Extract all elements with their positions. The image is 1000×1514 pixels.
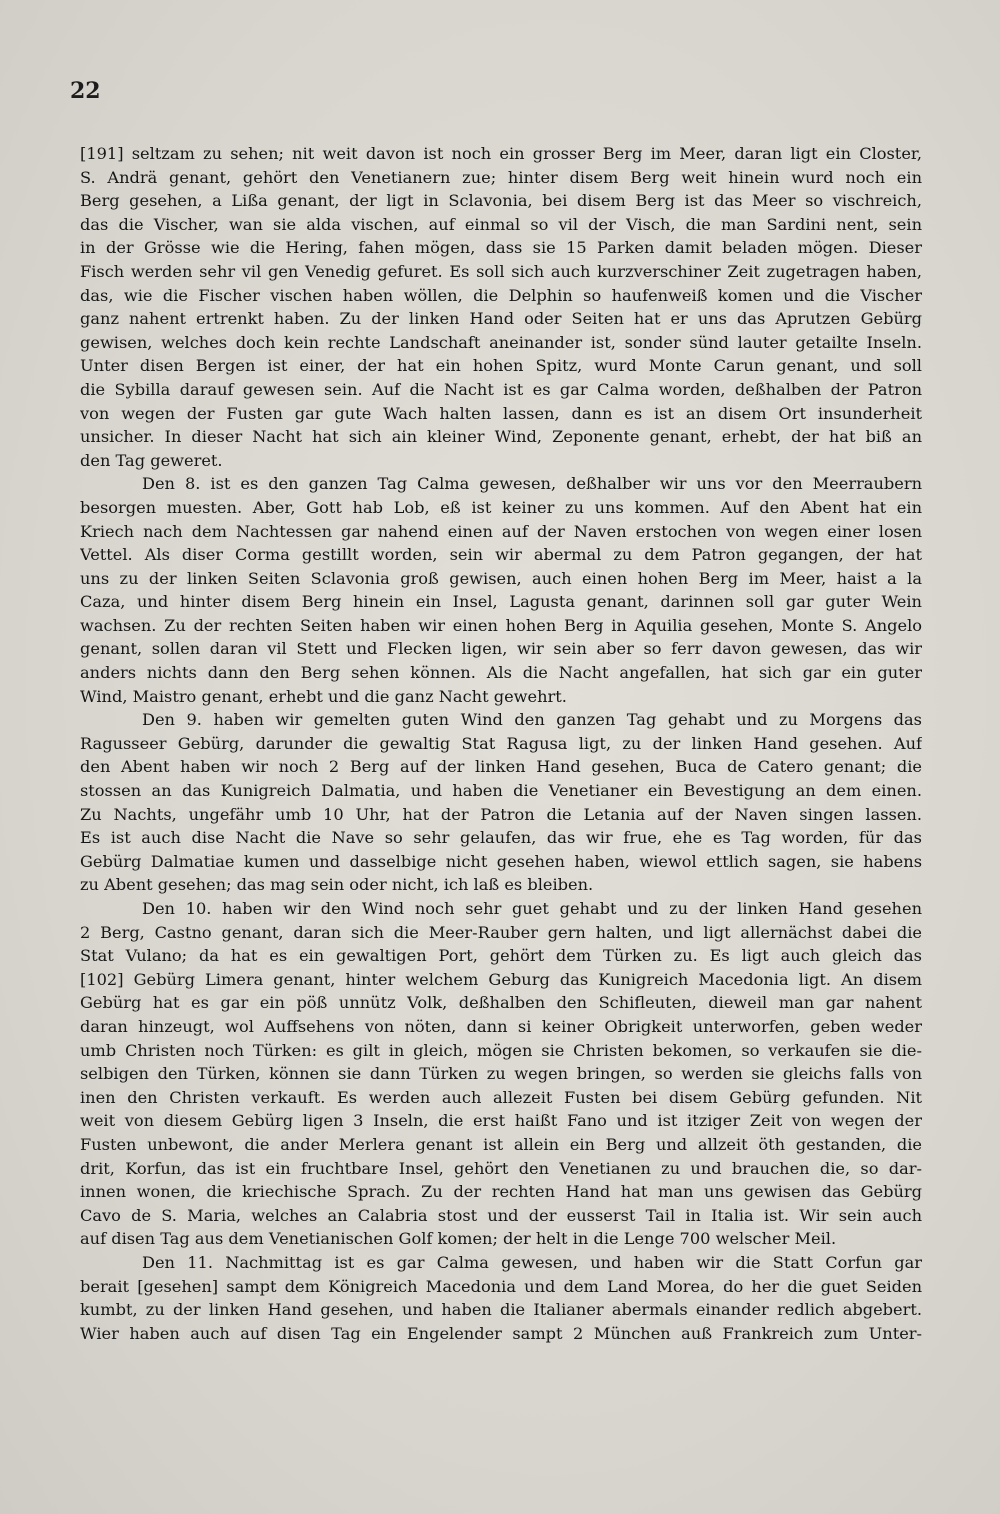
text-line: S. Andrä genant, gehört den Venetianern zue; hinter disem Berg weit hinein wurd noch ein <box>80 167 922 187</box>
text-line: drit, Korfun, das ist ein fruchtbare Insel, gehört den Venetianen zu und brauchen die, so dar- <box>80 1158 922 1178</box>
text-line: uns zu der linken Seiten Sclavonia groß gewisen, auch einen hohen Berg im Meer, haist a la <box>80 568 922 588</box>
text-line: Zu Nachts, ungefähr umb 10 Uhr, hat der Patron die Letania auf der Naven singen lassen. <box>80 804 922 824</box>
text-line: Gebürg hat es gar ein pöß unnütz Volk, deßhalben den Schifleuten, dieweil man gar nahent <box>80 993 922 1013</box>
text-line: Stat Vulano; da hat es ein gewaltigen Port, gehört dem Türken zu. Es ligt auch gleich das <box>80 946 922 966</box>
text-line: den Tag geweret. <box>80 450 223 470</box>
body-text <box>80 142 922 1345</box>
text-line: [191] seltzam zu sehen; nit weit davon ist noch ein grosser Berg im Meer, daran ligt ein Closter, <box>80 144 922 163</box>
text-line: 2 Berg, Castno genant, daran sich die Meer-Rauber gern halten, und ligt allernächst dabei die <box>80 922 922 942</box>
text-line: die Sybilla darauf gewesen sein. Auf die Nacht ist es gar Calma worden, deßhalben der Patron <box>80 379 922 399</box>
text-line: Fisch werden sehr vil gen Venedig gefuret. Es soll sich auch kurzverschiner Zeit zugetragen haben, <box>80 261 922 281</box>
text-line: Caza, und hinter disem Berg hinein ein Insel, Lagusta genant, darinnen soll gar guter Wein <box>80 592 922 612</box>
text-line: Den 11. Nachmittag ist es gar Calma gewesen, und haben wir die Statt Corfun gar <box>142 1252 922 1272</box>
text-line: berait [gesehen] sampt dem Königreich Macedonia und dem Land Morea, do her die guet Seiden <box>80 1276 922 1296</box>
text-line: Den 9. haben wir gemelten guten Wind den ganzen Tag gehabt und zu Morgens das <box>142 710 922 730</box>
text-line: gewisen, welches doch kein rechte Landschaft aneinander ist, sonder sünd lauter getailte Inseln. <box>80 332 922 352</box>
text-line: umb Christen noch Türken: es gilt in gleich, mögen sie Christen bekomen, so verkaufen sie die- <box>80 1040 922 1060</box>
text-line: das, wie die Fischer vischen haben wöllen, die Delphin so haufenweiß komen und die Vischer <box>80 285 922 305</box>
text-line: innen wonen, die kriechische Sprach. Zu der rechten Hand hat man uns gewisen das Gebürg <box>80 1182 922 1202</box>
text-line: Unter disen Bergen ist einer, der hat ein hohen Spitz, wurd Monte Carun genant, und soll <box>80 356 922 376</box>
text-line: Es ist auch dise Nacht die Nave so sehr gelaufen, das wir frue, ehe es Tag worden, für das <box>80 828 922 848</box>
text-line: Wier haben auch auf disen Tag ein Engelender sampt 2 München auß Frankreich zum Unter- <box>80 1323 922 1343</box>
text-line: Berg gesehen, a Lißa genant, der ligt in Sclavonia, bei disem Berg ist das Meer so vischreich, <box>80 191 922 211</box>
page-number: 22 <box>70 78 101 104</box>
text-line: genant, sollen daran vil Stett und Flecken ligen, wir sein aber so ferr davon gewesen, das wir <box>80 639 922 659</box>
text-line: Den 8. ist es den ganzen Tag Calma gewesen, deßhalber wir uns vor den Meerraubern <box>142 474 922 494</box>
text-line: Den 10. haben wir den Wind noch sehr guet gehabt und zu der linken Hand gesehen <box>142 899 922 918</box>
text-line: unsicher. In dieser Nacht hat sich ain kleiner Wind, Zeponente genant, erhebt, der hat biß an <box>80 427 922 447</box>
text-line: in der Grösse wie die Hering, fahen mögen, dass sie 15 Parken damit beladen mögen. Dieser <box>80 238 922 258</box>
text-line: selbigen den Türken, können sie dann Türken zu wegen bringen, so werden sie gleichs falls von <box>80 1064 922 1084</box>
text-line: Wind, Maistro genant, erhebt und die ganz Nacht gewehrt. <box>80 686 567 706</box>
text-line: von wegen der Fusten gar gute Wach halten lassen, dann es ist an disem Ort insunderheit <box>80 403 922 423</box>
text-line: besorgen muesten. Aber, Gott hab Lob, eß ist keiner zu uns kommen. Auf den Abent hat ein <box>80 497 922 517</box>
text-line: den Abent haben wir noch 2 Berg auf der linken Hand gesehen, Buca de Catero genant; die <box>80 757 922 777</box>
text-line: auf disen Tag aus dem Venetianischen Golf komen; der helt in die Lenge 700 welscher Meil. <box>80 1229 837 1249</box>
text-line: Fusten unbewont, die ander Merlera genant ist allein ein Berg und allzeit öth gestanden, die <box>80 1134 922 1154</box>
text-line: ganz nahent ertrenkt haben. Zu der linken Hand oder Seiten hat er uns das Aprutzen Gebürg <box>80 309 922 329</box>
text-line: anders nichts dann den Berg sehen können. Als die Nacht angefallen, hat sich gar ein guter <box>80 663 922 683</box>
text-line: Vettel. Als diser Corma gestillt worden, sein wir abermal zu dem Patron gegangen, der hat <box>80 545 922 565</box>
text-line: zu Abent gesehen; das mag sein oder nicht, ich laß es bleiben. <box>80 875 594 895</box>
text-line: das die Vischer, wan sie alda vischen, auf einmal so vil der Visch, die man Sardini nent, sein <box>80 214 922 234</box>
text-line: Kriech nach dem Nachtessen gar nahend einen auf der Naven erstochen von wegen einer losen <box>80 521 922 541</box>
text-line: stossen an das Kunigreich Dalmatia, und haben die Venetianer ein Bevestigung an dem einen. <box>80 781 922 801</box>
text-line: weit von diesem Gebürg ligen 3 Inseln, die erst haißt Fano und ist itziger Zeit von wegen der <box>80 1111 922 1131</box>
text-line: inen den Christen verkauft. Es werden auch allezeit Fusten bei disem Gebürg gefunden. Nit <box>80 1087 922 1107</box>
text-line: Ragusseer Gebürg, darunder die gewaltig Stat Ragusa ligt, zu der linken Hand gesehen. Auf <box>80 733 922 753</box>
text-line: daran hinzeugt, wol Auffsehens von nöten, dann si keiner Obrigkeit unterworfen, geben weder <box>80 1016 922 1036</box>
text-line: Cavo de S. Maria, welches an Calabria stost und der eusserst Tail in Italia ist. Wir sein auch <box>80 1205 922 1225</box>
text-line: kumbt, zu der linken Hand gesehen, und haben die Italianer abermals einander redlich abgebert. <box>80 1300 922 1320</box>
text-line: [102] Gebürg Limera genant, hinter welchem Geburg das Kunigreich Macedonia ligt. An disem <box>80 969 922 989</box>
text-line: Gebürg Dalmatiae kumen und dasselbige nicht gesehen haben, wiewol ettlich sagen, sie habens <box>80 851 922 871</box>
text-line: wachsen. Zu der rechten Seiten haben wir einen hohen Berg in Aquilia gesehen, Monte S. Angelo <box>80 615 922 635</box>
